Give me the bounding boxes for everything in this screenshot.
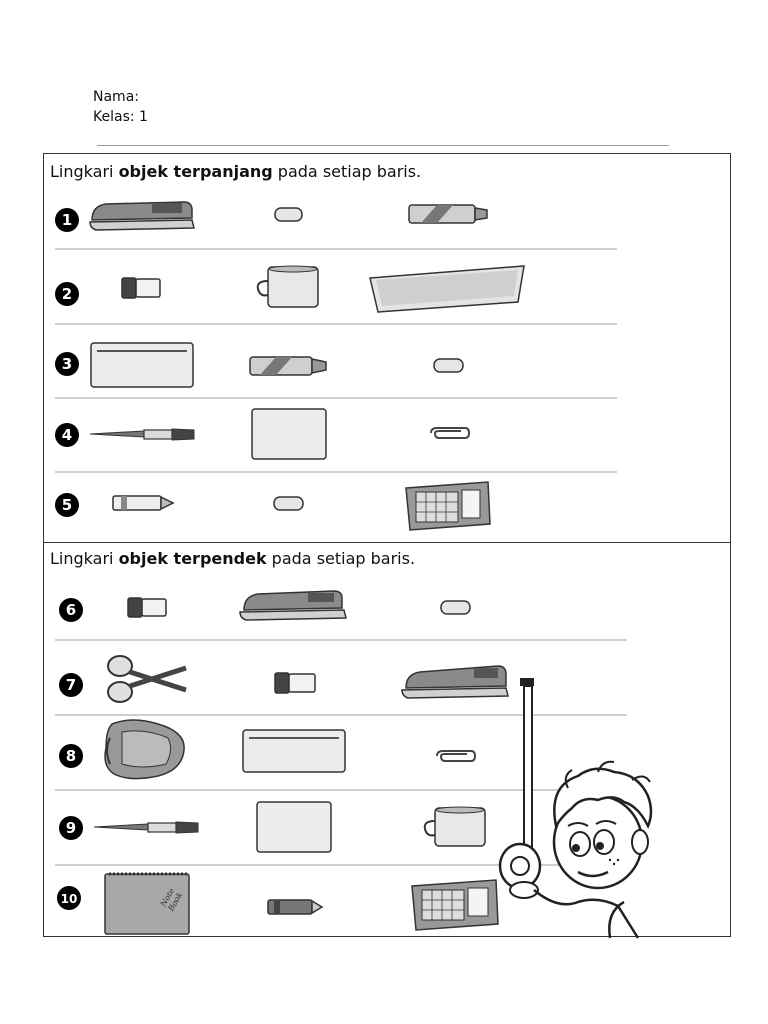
row-divider [55,471,617,473]
row-number-text: 3 [61,355,73,373]
class-label: Kelas: 1 [93,109,148,125]
glue-stick-image [407,202,491,226]
paintbrush-image [92,818,202,836]
pencil-case-image [241,728,347,774]
row-number-1 [54,207,80,233]
paper-clip-image [427,426,471,440]
stapler-image [88,198,198,234]
row-number-text: 2 [61,285,73,303]
row-number-2 [54,281,80,307]
tray-image [368,262,528,314]
row-number-4 [54,422,80,448]
notebook-label: Note Book [158,886,185,913]
name-label: Nama: [93,89,139,105]
row-number-3 [54,351,80,377]
row-divider [55,248,617,250]
row-number-text: 1 [61,211,73,229]
glue-bottle-image [120,276,164,302]
sticky-note-image [250,407,328,461]
row-number-5 [54,492,80,518]
row-number-6 [58,597,84,623]
boy-with-measuring-tape-illustration [498,676,658,938]
row-number-text: 5 [61,496,73,514]
row-divider [55,323,617,325]
calculator-image [404,480,492,532]
backpack-image [102,718,188,782]
row-number-9 [58,815,84,841]
mug-image [423,805,489,849]
glue-bottle-image [126,596,170,620]
crayon-image [111,493,175,513]
row-divider [55,397,617,399]
row-number-text: 8 [65,747,77,765]
eraser-image [274,207,304,223]
row-number-text: 7 [65,676,77,694]
instruction-keyword: objek terpanjang [118,162,273,181]
instruction-shortest [50,549,415,568]
row-number-text: 6 [65,601,77,619]
scissors-image [104,652,188,706]
eraser-image [433,358,465,374]
instruction-longest [50,162,421,181]
eraser-image [273,496,305,512]
row-number-text: 10 [60,892,78,906]
row-number-text: 9 [65,819,77,837]
instruction-text: Lingkari [50,162,119,181]
paper-clip-image [433,749,477,763]
instruction-text: Lingkari [50,549,119,568]
pencil-case-image [89,341,195,389]
eraser-image [440,600,472,616]
instruction-text: pada setiap baris. [266,549,416,568]
row-number-7 [58,672,84,698]
stapler-image [238,588,350,624]
header-divider [97,145,669,146]
row-number-text: 4 [61,426,73,444]
calculator-image [410,878,500,932]
glue-stick-image [248,354,332,378]
stapler-image [400,664,512,702]
mug-image [256,263,322,309]
glue-bottle-image [273,671,319,697]
instruction-text: pada setiap baris. [272,162,422,181]
row-number-10 [56,885,82,911]
sticky-note-image [255,800,333,854]
crayon-image [266,897,324,917]
row-number-8 [58,743,84,769]
paintbrush-image [88,425,198,443]
instruction-keyword: objek terpendek [118,549,267,568]
row-divider [55,639,627,641]
